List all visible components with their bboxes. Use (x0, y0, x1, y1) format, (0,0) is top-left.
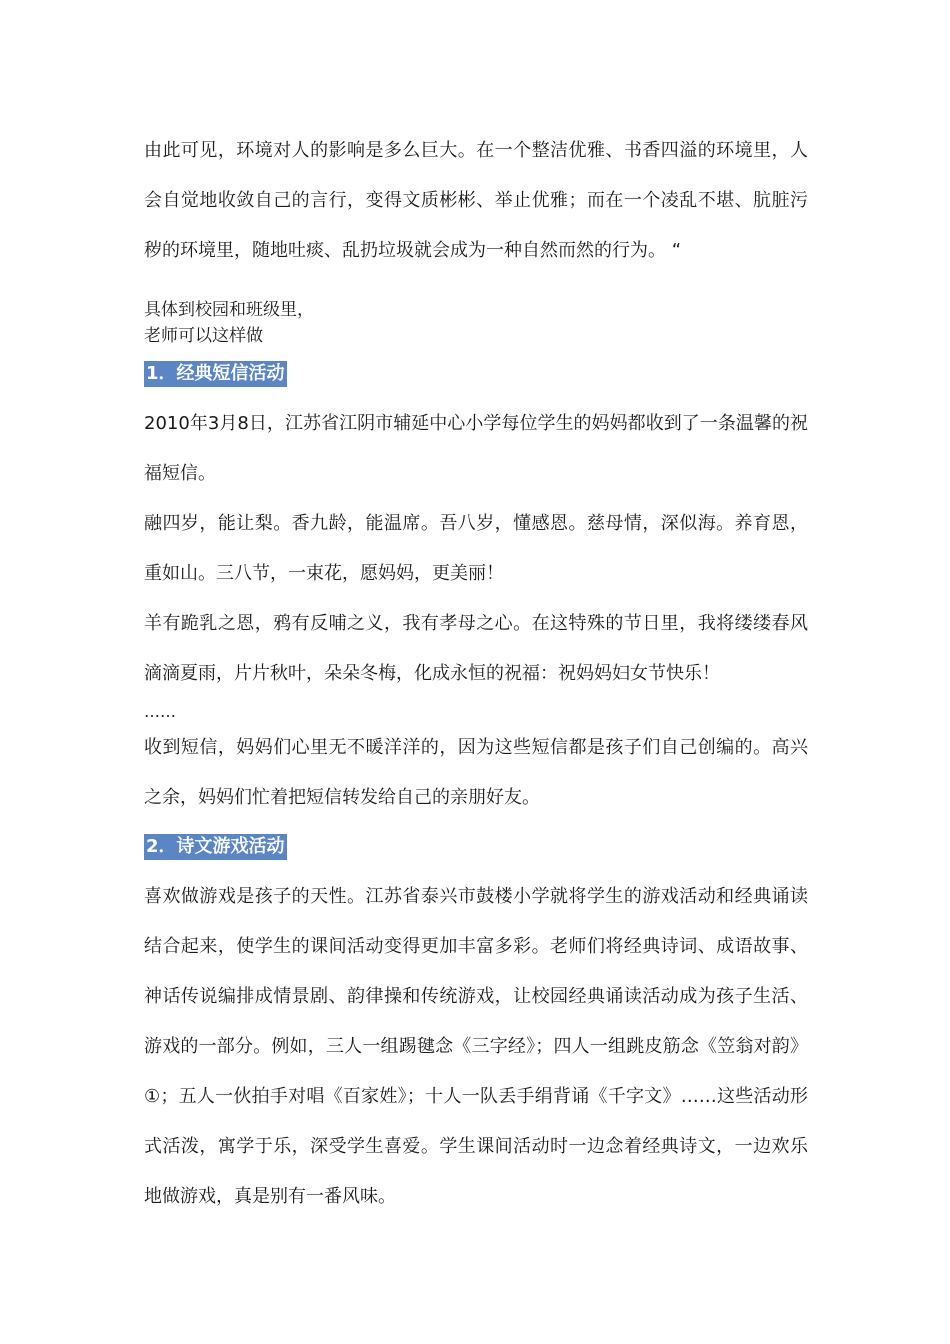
note-line-1: 具体到校园和班级里， (144, 300, 314, 320)
section-heading-poetry-games: 2．诗文游戏活动 (144, 834, 287, 860)
section1-paragraph-2: 融四岁，能让梨。香九龄，能温席。吾八岁，懂感恩。慈母情，深似海。养育恩，重如山。三八节，一束花，愿妈妈，更美丽！ (144, 513, 808, 584)
note-line-2: 老师可以这样做 (144, 326, 263, 346)
section-heading-sms: 1．经典短信活动 (144, 361, 287, 387)
section2-paragraph-1: 喜欢做游戏是孩子的天性。江苏省泰兴市鼓楼小学就将学生的游戏活动和经典诵读结合起来，使学生的课间活动变得更加丰富多彩。老师们将经典诗词、成语故事、神话传说编排成情景剧、韵律操和传统游戏，让校园经典诵读活动成为孩子生活、游戏的一部分。例如，三人一组踢毽念《三字经》；四人一组跳皮筋念《笠翁对韵》①；五人一伙拍手对唱《百家姓》；十人一队丢手绢背诵《千字文》……这些活动形式活泼，寓学于乐，深受学生喜爱。学生课间活动时一边念着经典诗文，一边欢乐地做游戏，真是别有一番风味。 (144, 886, 808, 1207)
intro-paragraph: 由此可见，环境对人的影响是多么巨大。在一个整洁优雅、书香四溢的环境里，人会自觉地收敛自己的言行，变得文质彬彬、举止优雅；而在一个凌乱不堪、肮脏污秽的环境里，随地吐痰、乱扔垃圾就会成为一种自然而然的行为。 “ (144, 140, 808, 261)
section1-paragraph-4: 收到短信，妈妈们心里无不暖洋洋的，因为这些短信都是孩子们自己创编的。高兴之余，妈妈们忙着把短信转发给自己的亲朋好友。 (144, 737, 808, 808)
section1-paragraph-1: 2010年3月8日，江苏省江阴市辅延中心小学每位学生的妈妈都收到了一条温馨的祝福短信。 (144, 413, 808, 484)
section1-ellipsis: …… (144, 702, 176, 721)
section1-paragraph-3: 羊有跪乳之恩，鸦有反哺之义，我有孝母之心。在这特殊的节日里，我将缕缕春风滴滴夏雨，片片秋叶，朵朵冬梅，化成永恒的祝福：祝妈妈妇女节快乐！ (144, 613, 808, 684)
